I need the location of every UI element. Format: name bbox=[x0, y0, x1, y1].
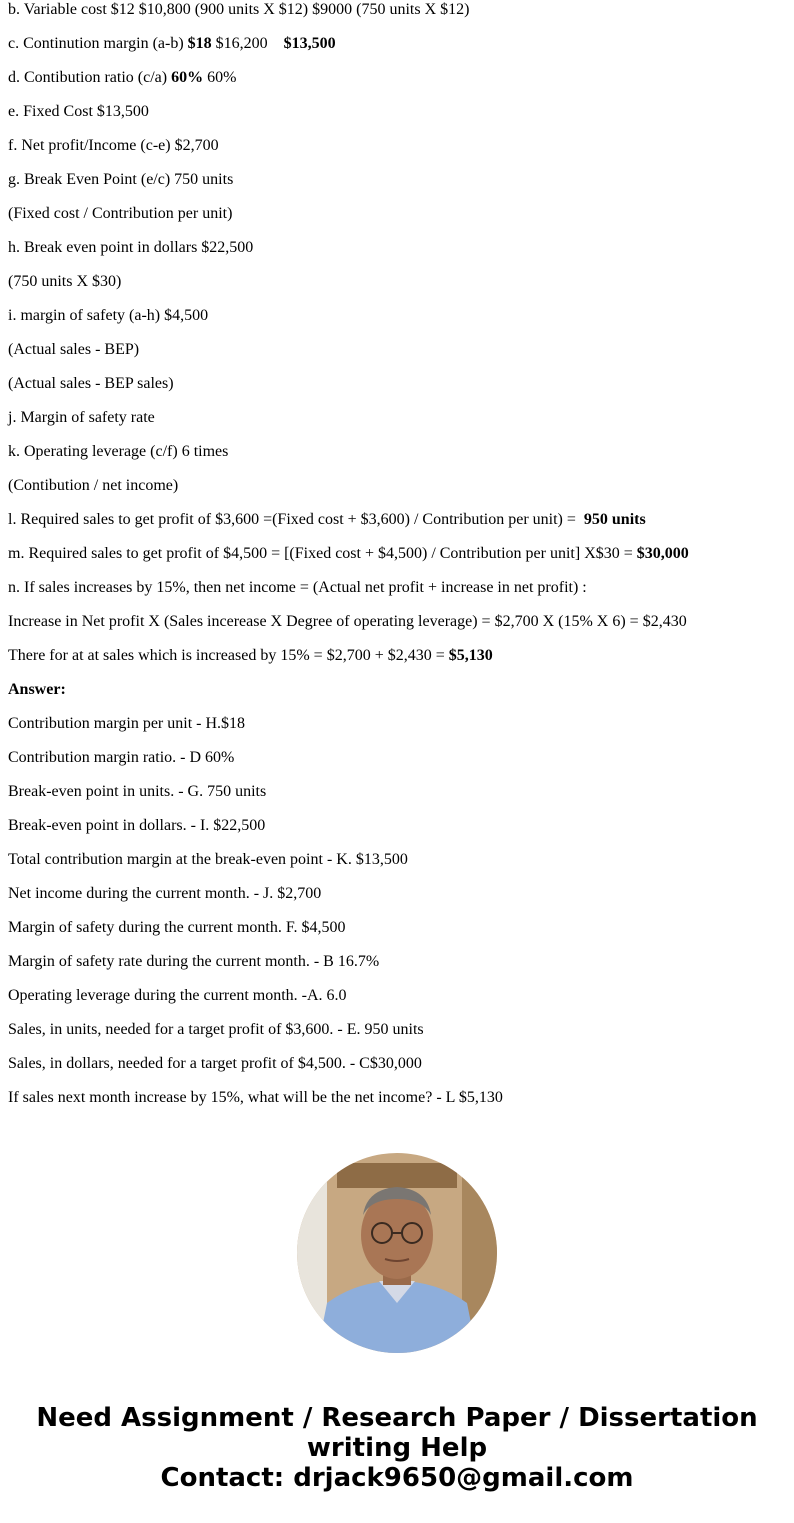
portrait-carving bbox=[337, 1163, 457, 1188]
answer-item: Margin of safety rate during the current month. - B 16.7% bbox=[8, 953, 380, 970]
answer-item: Operating leverage during the current month. -A. 6.0 bbox=[8, 987, 347, 1004]
line-n-calculation: Increase in Net profit X (Sales incerease X Degree of operating leverage) = $2,700 X (15% X 6) = $2,430 bbox=[8, 613, 687, 630]
portrait-wall-left bbox=[297, 1153, 327, 1353]
line-d-contribution-ratio bbox=[8, 68, 236, 88]
line-e-fixed-cost: e. Fixed Cost $13,500 bbox=[8, 103, 149, 120]
line-d-label: d. Contibution ratio (c/a) bbox=[8, 69, 172, 86]
line-d-ratio: 60% bbox=[171, 69, 204, 86]
answer-item: Contribution margin per unit - H.$18 bbox=[8, 715, 246, 732]
line-l-result: 950 units bbox=[583, 511, 646, 528]
line-l-label: l. Required sales to get profit of $3,600 =(Fixed cost + $3,600) / Contribution per unit) = bbox=[8, 511, 584, 528]
line-j-margin-of-safety-rate: j. Margin of safety rate bbox=[8, 409, 155, 426]
line-m-required-sales-dollars bbox=[8, 544, 689, 564]
line-l-required-sales-units bbox=[8, 510, 646, 530]
line-n-result-label: There for at at sales which is increased by 15% = $2,700 + $2,430 = bbox=[8, 647, 449, 664]
answer-item: Total contribution margin at the break-even point - K. $13,500 bbox=[8, 851, 408, 868]
answer-heading: Answer: bbox=[8, 681, 66, 698]
author-avatar bbox=[297, 1153, 497, 1353]
line-n-result bbox=[8, 646, 493, 666]
answer-item: Margin of safety during the current month. F. $4,500 bbox=[8, 919, 346, 936]
line-i-margin-of-safety: i. margin of safety (a-h) $4,500 bbox=[8, 307, 209, 324]
answer-item: Sales, in units, needed for a target profit of $3,600. - E. 950 units bbox=[8, 1021, 424, 1038]
line-c-contribution-margin bbox=[8, 34, 336, 54]
footer-line-2: writing Help bbox=[306, 1433, 488, 1463]
line-i-note-1: (Actual sales - BEP) bbox=[8, 341, 140, 358]
line-m-result: $30,000 bbox=[636, 545, 689, 562]
answer-item: Contribution margin ratio. - D 60% bbox=[8, 749, 235, 766]
line-h-note: (750 units X $30) bbox=[8, 273, 122, 290]
author-portrait bbox=[297, 1153, 497, 1353]
line-c-per-unit: $18 bbox=[187, 35, 212, 52]
line-f-net-profit: f. Net profit/Income (c-e) $2,700 bbox=[8, 137, 219, 154]
footer-line-1: Need Assignment / Research Paper / Dissertation bbox=[36, 1403, 758, 1433]
footer-contact-banner bbox=[0, 1403, 794, 1493]
line-n-result-value: $5,130 bbox=[448, 647, 493, 664]
line-n-sales-increase: n. If sales increases by 15%, then net income = (Actual net profit + increase in net profit) : bbox=[8, 579, 587, 596]
line-m-label: m. Required sales to get profit of $4,500 = [(Fixed cost + $4,500) / Contribution per unit] X$30 = bbox=[8, 545, 637, 562]
footer-contact-email: Contact: drjack9650@gmail.com bbox=[160, 1463, 634, 1493]
answer-item: Break-even point in dollars. - I. $22,500 bbox=[8, 817, 266, 834]
line-d-ratio-2: 60% bbox=[203, 69, 237, 86]
line-c-label: c. Continution margin (a-b) bbox=[8, 35, 188, 52]
line-k-operating-leverage: k. Operating leverage (c/f) 6 times bbox=[8, 443, 229, 460]
line-c-bep-total: $13,500 bbox=[283, 35, 336, 52]
line-c-mid: $16,200 bbox=[211, 35, 284, 52]
answer-item: Sales, in dollars, needed for a target profit of $4,500. - C$30,000 bbox=[8, 1055, 422, 1072]
answer-item: If sales next month increase by 15%, what will be the net income? - L $5,130 bbox=[8, 1089, 503, 1106]
answer-item: Break-even point in units. - G. 750 units bbox=[8, 783, 267, 800]
line-h-break-even-dollars: h. Break even point in dollars $22,500 bbox=[8, 239, 254, 256]
line-k-note: (Contibution / net income) bbox=[8, 477, 179, 494]
line-g-note: (Fixed cost / Contribution per unit) bbox=[8, 205, 233, 222]
line-b-variable-cost: b. Variable cost $12 $10,800 (900 units X $12) $9000 (750 units X $12) bbox=[8, 1, 470, 18]
line-i-note-2: (Actual sales - BEP sales) bbox=[8, 375, 174, 392]
line-g-break-even-point: g. Break Even Point (e/c) 750 units bbox=[8, 171, 234, 188]
answer-item: Net income during the current month. - J. $2,700 bbox=[8, 885, 322, 902]
